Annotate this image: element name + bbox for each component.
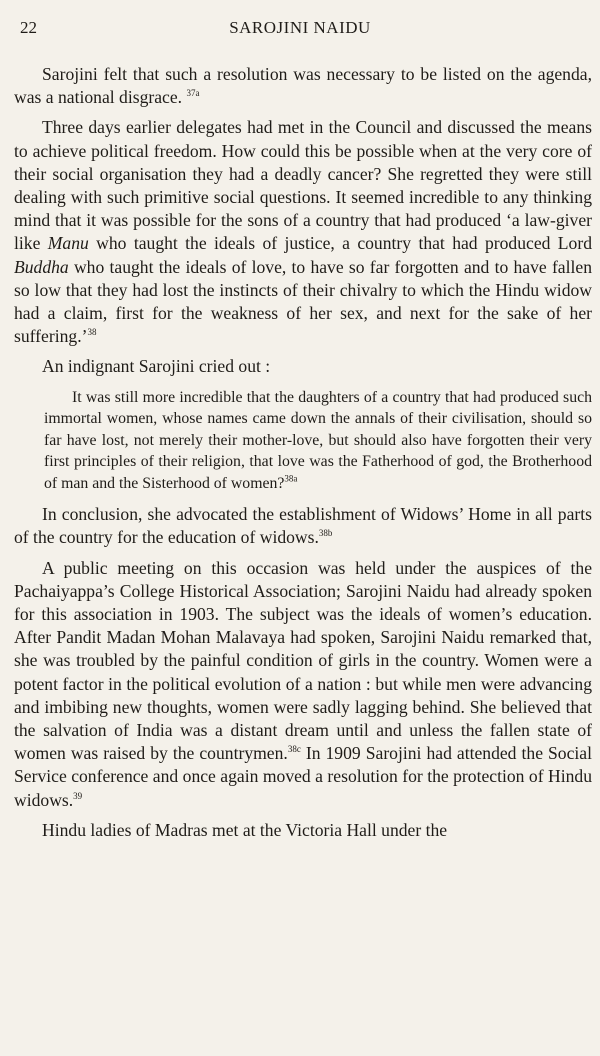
paragraph-text: Three days earlier delegates had met in the Council and discussed the means to achieve political freedom. How could this be possible when at the very core of their social organisation they had a deadly cancer? She regretted they were still dealing with such primitive social questions. It seemed incredible to any thinking mind that it was possible for the sons of a country that had produced ‘a law-giver like <box>14 117 592 254</box>
footnote-ref: 38 <box>87 327 97 338</box>
paragraph-text: who taught the ideals of love, to have so far forgotten and to have fallen so low that they had lost the instincts of their chivalry to which the Hindu widow had a claim, first for the weakness of her sex, and next for the sake of her suffering.’ <box>14 256 592 347</box>
block-quote <box>44 387 592 495</box>
page-number: 22 <box>20 18 37 37</box>
body-text <box>14 63 592 849</box>
quote-text: It was still more incredible that the daughters of a country that had produced such immortal women, whose names came down the annals of their civilisation, should so far have lost, not merely their mother-love, but should also have forgotten their very first principles of their religion, that love was the Fatherhood of god, the Brotherhood of man and the Sisterhood of women? <box>44 388 592 492</box>
italic-name: Manu <box>47 233 89 254</box>
paragraph-text: In 1909 Sarojini had attended the Social Service conference and once again moved a resolution for the protection of Hindu widows. <box>14 743 592 810</box>
paragraph-text: who taught the ideals of justice, a country that had produced Lord <box>88 233 592 254</box>
footnote-ref: 38c <box>287 744 301 755</box>
italic-name: Buddha <box>14 256 69 277</box>
footnote-ref: 38b <box>318 528 333 539</box>
paragraph-text: Sarojini felt that such a resolution was necessary to be listed on the agenda, was a national disgrace. <box>14 64 592 108</box>
paragraph-text: In conclusion, she advocated the establishment of Widows’ Home in all parts of the country for the education of widows. <box>14 504 592 548</box>
paragraph: An indignant Sarojini cried out : <box>42 356 271 377</box>
paragraph-text: A public meeting on this occasion was held under the auspices of the Pachaiyappa’s College Historical Association; Sarojini Naidu had already spoken for this association in 1903. The subject was the ideals of women’s education. After Pandit Madan Mohan Malavaya had spoken, Sarojini Naidu remarked that, she was troubled by the painful condition of girls in the country. Women were a potent factor in the political evolution of a nation : but while men were advancing and imbibing new thoughts, women were sadly lagging behind. She believed that the salvation of India was a distant dream until and unless the fallen state of women was raised by the countrymen. <box>14 557 592 764</box>
footnote-ref: 37a <box>186 88 200 99</box>
paragraph <box>14 116 592 348</box>
paragraph: Hindu ladies of Madras met at the Victoria Hall under the <box>42 819 448 840</box>
footnote-ref: 39 <box>73 790 83 801</box>
page-header <box>20 18 580 44</box>
running-head: SAROJINI NAIDU <box>229 18 371 37</box>
paragraph <box>14 503 592 549</box>
paragraph <box>14 557 592 812</box>
footnote-ref: 38a <box>284 473 298 484</box>
paragraph <box>14 63 592 109</box>
